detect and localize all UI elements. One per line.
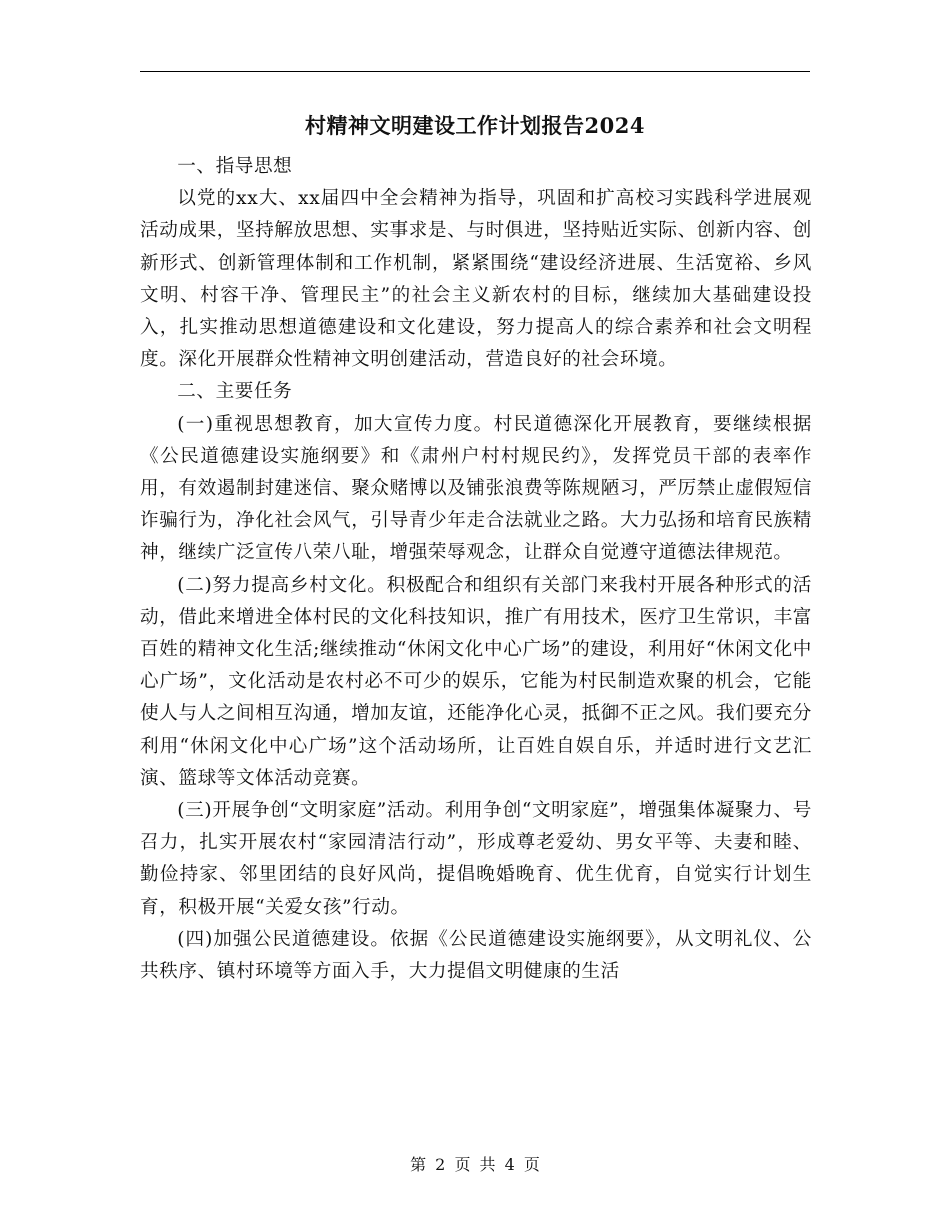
paragraph-task-2: (二)努力提高乡村文化。积极配合和组织有关部门来我村开展各种形式的活动，借此来增进全体村民的文化科技知识，推广有用技术，医疗卫生常识，丰富百姓的精神文化生活;继续推动“休闲文化中心广场”的建设，利用好“休闲文化中心广场”，文化活动是农村必不可少的娱乐，它能为村民制造欢聚的机会，它能使人与人之间相互沟通，增加友谊，还能净化心灵，抵御不正之风。我们要充分利用“休闲文化中心广场”这个活动场所，让百姓自娱自乐，并适时进行文艺汇演、篮球等文体活动竞赛。 [140,574,812,789]
paragraph-guiding-thought: 以党的xx大、xx届四中全会精神为指导，巩固和扩高校习实践科学进展观活动成果，坚持解放思想、实事求是、与时俱进，坚持贴近实际、创新内容、创新形式、创新管理体制和工作机制，紧紧围绕“建设经济进展、生活宽裕、乡风文明、村容干净、管理民主”的社会主义新农村的目标，继续加大基础建设投入，扎实推动思想道德建设和文化建设，努力提高人的综合素养和社会文明程度。深化开展群众性精神文明创建活动，营造良好的社会环境。 [140,188,812,371]
document-title: 村精神文明建设工作计划报告2024 [305,113,645,138]
page-number-footer: 第 2 页 共 4 页 [410,1155,540,1174]
document-body [140,151,812,988]
header-rule [140,71,810,72]
paragraph-task-3: (三)开展争创“文明家庭”活动。利用争创“文明家庭”，增强集体凝聚力、号召力，扎实开展农村“家园清洁行动”，形成尊老爱幼、男女平等、夫妻和睦、勤俭持家、邻里团结的良好风尚，提倡晚婚晚育、优生优育，自觉实行计划生育，积极开展“关爱女孩”行动。 [140,800,812,918]
paragraph-task-4: (四)加强公民道德建设。依据《公民道德建设实施纲要》，从文明礼仪、公共秩序、镇村环境等方面入手，大力提倡文明健康的生活 [140,928,812,983]
section-heading-main-tasks: 二、主要任务 [177,381,293,403]
section-heading-guiding-thought: 一、指导思想 [177,156,293,177]
paragraph-task-1: (一)重视思想教育，加大宣传力度。村民道德深化开展教育，要继续根据《公民道德建设实施纲要》和《肃州户村村规民约》，发挥党员干部的表率作用，有效遏制封建迷信、聚众赌博以及铺张浪费等陈规陋习，严厉禁止虚假短信诈骗行为，净化社会风气，引导青少年走合法就业之路。大力弘扬和培育民族精神，继续广泛宣传八荣八耻，增强荣辱观念，让群众自觉遵守道德法律规范。 [140,413,812,564]
